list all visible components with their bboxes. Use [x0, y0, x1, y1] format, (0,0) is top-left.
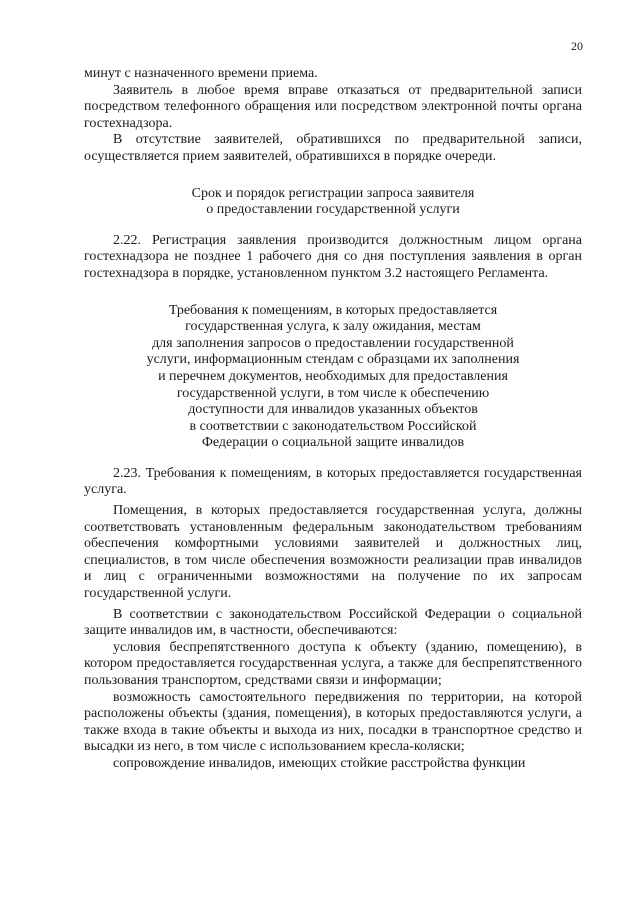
- paragraph-cancel-appointment: Заявитель в любое время вправе отказаться от предварительной записи посредством телефонного обращения или посредством электронной почты органа гостехнадзора.: [84, 82, 582, 131]
- heading-line: и перечнем документов, необходимых для предоставления: [158, 368, 508, 384]
- paragraph-2-22: 2.22. Регистрация заявления производится должностным лицом органа гостехнадзора не позднее 1 рабочего дня со дня поступления заявления в орган гостехнадзора в порядке, установленном пунктом 3.2 настоящего Регламента.: [84, 232, 582, 281]
- paragraph-social-protection: В соответствии с законодательством Российской Федерации о социальной защите инвалидов им, в частности, обеспечиваются:: [84, 606, 582, 639]
- paragraph-unobstructed-access: условия беспрепятственного доступа к объекту (зданию, помещению), в котором предоставляется государственная услуга, а также для беспрепятственного пользования транспортом, средствами связи и информации;: [84, 639, 582, 688]
- heading-line: услуги, информационным стендам с образцами их заполнения: [146, 352, 520, 368]
- paragraph-premises-requirements: Помещения, в которых предоставляется государственная услуга, должны соответствовать установленным федеральным законодательством требованиям обеспечения комфортными условиями заявителей и должностных лиц, специалистов, в том числе обеспечения возможности реализации прав инвалидов и лиц с ограниченными возможностями на получение по их запросам государственной услуги.: [84, 503, 582, 602]
- heading-line: в соответствии с законодательством Российской: [189, 418, 477, 434]
- section-heading-premises: [84, 303, 582, 452]
- paragraph-escort: сопровождение инвалидов, имеющих стойкие расстройства функции: [113, 755, 526, 771]
- heading-line: Срок и порядок регистрации запроса заявителя: [191, 185, 475, 201]
- heading-line: Требования к помещениям, в которых предоставляется: [168, 302, 498, 318]
- paragraph-queue-reception: В отсутствие заявителей, обратившихся по предварительной записи, осуществляется прием заявителей, обратившихся в порядке очереди.: [84, 132, 582, 164]
- paragraph-2-23: 2.23. Требования к помещениям, в которых предоставляется государственная услуга.: [84, 465, 582, 498]
- document-body: [84, 66, 582, 773]
- section-heading-registration: [84, 186, 582, 219]
- heading-line: для заполнения запросов о предоставлении государственной: [152, 335, 514, 351]
- heading-line: государственной услуги, в том числе к обеспечению: [176, 385, 490, 401]
- paragraph-independent-movement: возможность самостоятельного передвижения по территории, на которой расположены объекты (здания, помещения), в которых предоставляются услуги, а также входа в такие объекты и выхода из них, посадки в транспортное средство и высадки из него, в том числе с использованием кресла-коляски;: [84, 689, 582, 755]
- heading-line: о предоставлении государственной услуги: [206, 202, 460, 218]
- heading-line: Федерации о социальной защите инвалидов: [201, 435, 465, 451]
- paragraph-continuation: минут с назначенного времени приема.: [84, 66, 318, 81]
- heading-line: доступности для инвалидов указанных объектов: [188, 402, 478, 418]
- page-number: 20: [571, 39, 583, 53]
- heading-line: государственная услуга, к залу ожидания, местам: [185, 319, 481, 335]
